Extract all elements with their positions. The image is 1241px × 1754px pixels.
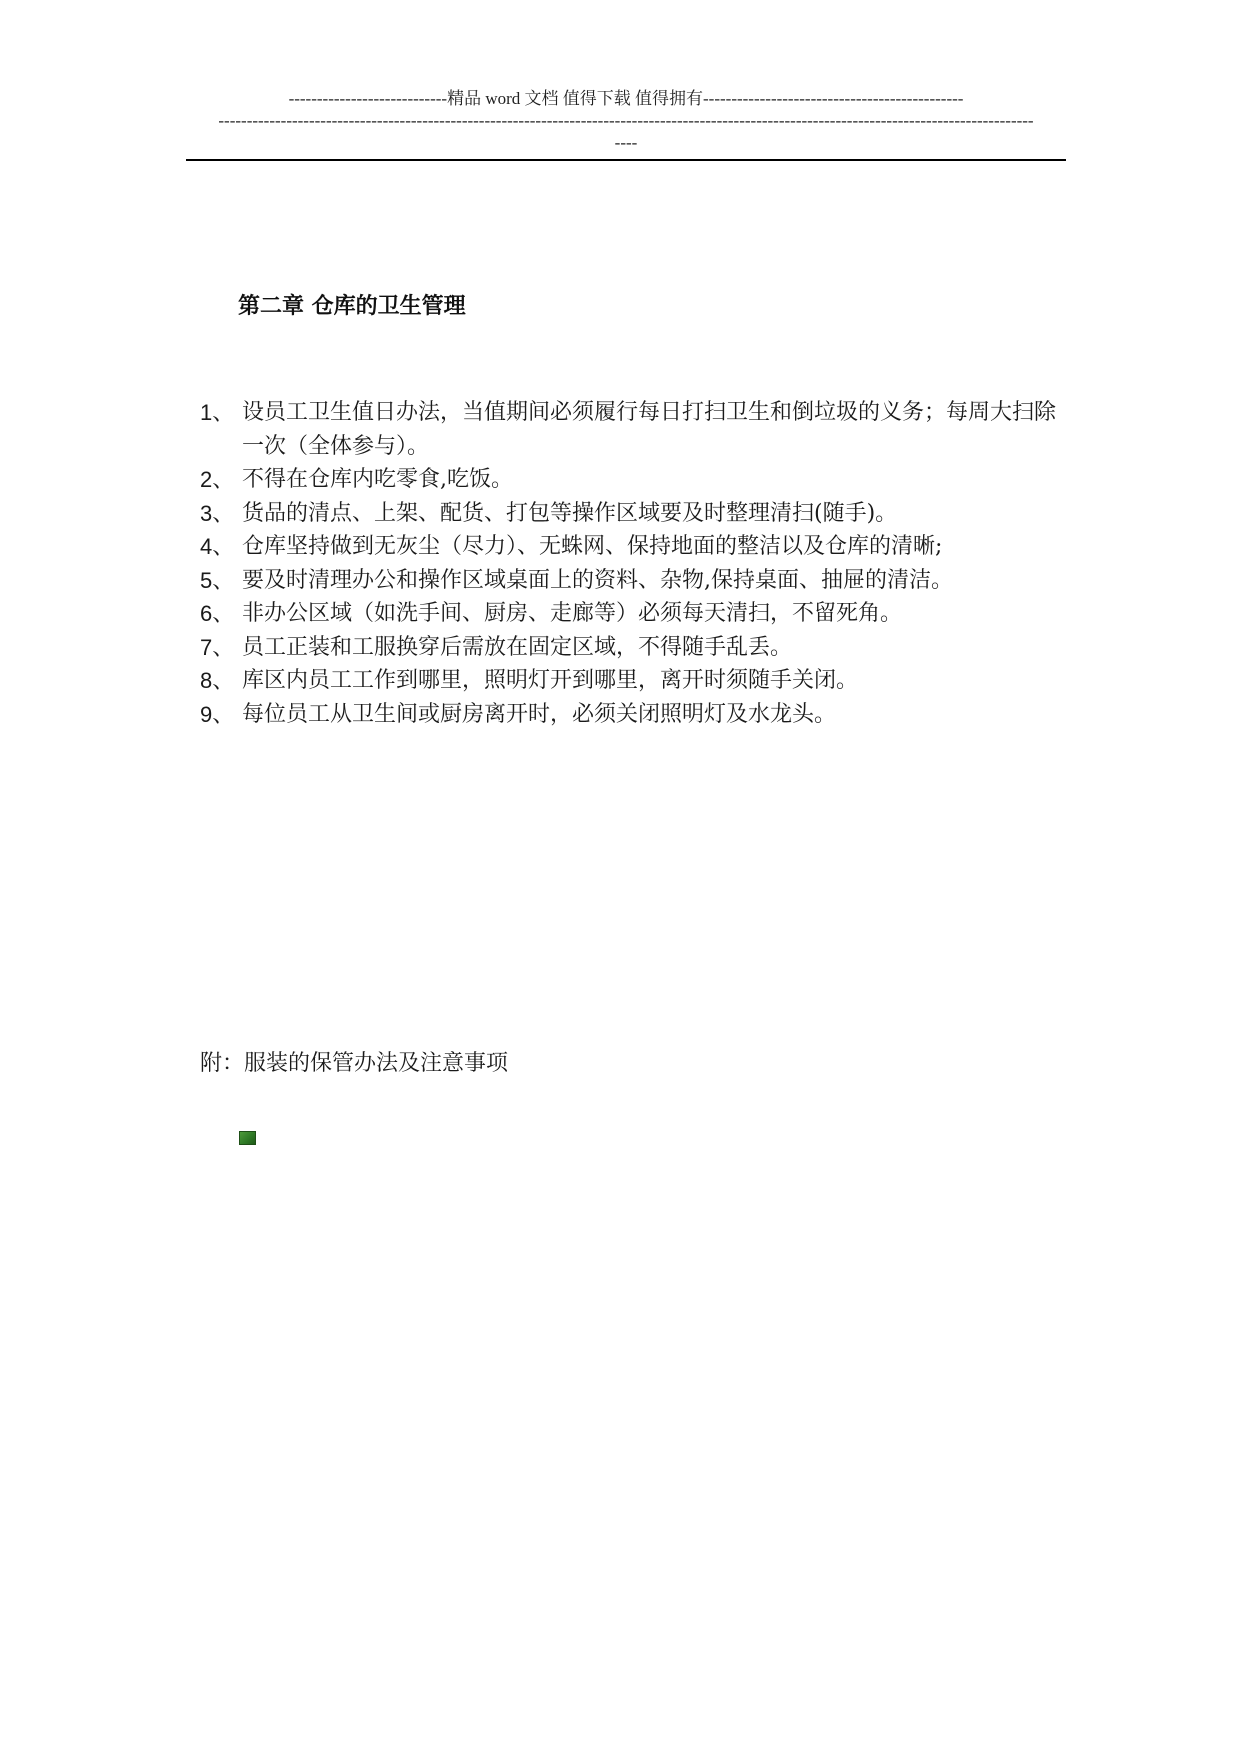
list-item-number: 2、 [200, 467, 235, 492]
header-divider [186, 159, 1066, 161]
list-item [200, 698, 1070, 732]
header-line-1: ----------------------------精品 word 文档 值得下载 值得拥有---------------------------------------------- [288, 89, 964, 108]
list-item [200, 497, 1070, 531]
list-item [200, 396, 1070, 463]
list-item-text: 要及时清理办公和操作区域桌面上的资料、杂物,保持桌面、抽屉的清洁。 [242, 567, 953, 593]
list-item [200, 631, 1070, 665]
list-item-number: 8、 [200, 668, 235, 693]
list-item-number: 6、 [200, 601, 235, 626]
list-item [200, 463, 1070, 497]
list-item-number: 3、 [200, 500, 235, 526]
list-item [200, 564, 1070, 598]
list-item-text: 仓库坚持做到无灰尘（尽力）、无蛛网、保持地面的整洁以及仓库的清晰; [242, 534, 943, 559]
chapter-title: 第二章 仓库的卫生管理 [238, 294, 466, 319]
header-line-2: ------------------------------------------------------------------------------------------------------------------------------------------------ [218, 111, 1034, 130]
hygiene-rules-list [200, 396, 1070, 731]
list-item-text: 库区内员工工作到哪里，照明灯开到哪里，离开时须随手关闭。 [242, 668, 859, 693]
header-line-3: ---- [614, 133, 638, 152]
list-item-text: 不得在仓库内吃零食,吃饭。 [242, 467, 513, 492]
appendix-title: 附：服装的保管办法及注意事项 [200, 1051, 509, 1076]
list-item [200, 664, 1070, 698]
list-item-text: 员工正装和工服换穿后需放在固定区域，不得随手乱丢。 [242, 634, 793, 660]
list-item-number: 1、 [200, 400, 235, 425]
list-item-number: 9、 [200, 701, 235, 727]
list-item-text: 货品的清点、上架、配货、打包等操作区域要及时整理清扫(随手)。 [242, 500, 898, 526]
list-item-text: 每位员工从卫生间或厨房离开时，必须关闭照明灯及水龙头。 [242, 701, 837, 727]
green-square-image-icon [239, 1131, 256, 1145]
document-header [186, 88, 1066, 154]
list-item-text: 设员工卫生值日办法，当值期间必须履行每日打扫卫生和倒垃圾的义务；每周大扫除一次（全体参与）。 [242, 400, 1057, 459]
list-item-text: 非办公区域（如洗手间、厨房、走廊等）必须每天清扫，不留死角。 [242, 601, 903, 626]
list-item [200, 597, 1070, 631]
list-item-number: 7、 [200, 634, 235, 660]
list-item-number: 4、 [200, 534, 235, 559]
list-item-number: 5、 [200, 567, 235, 593]
list-item [200, 530, 1070, 564]
